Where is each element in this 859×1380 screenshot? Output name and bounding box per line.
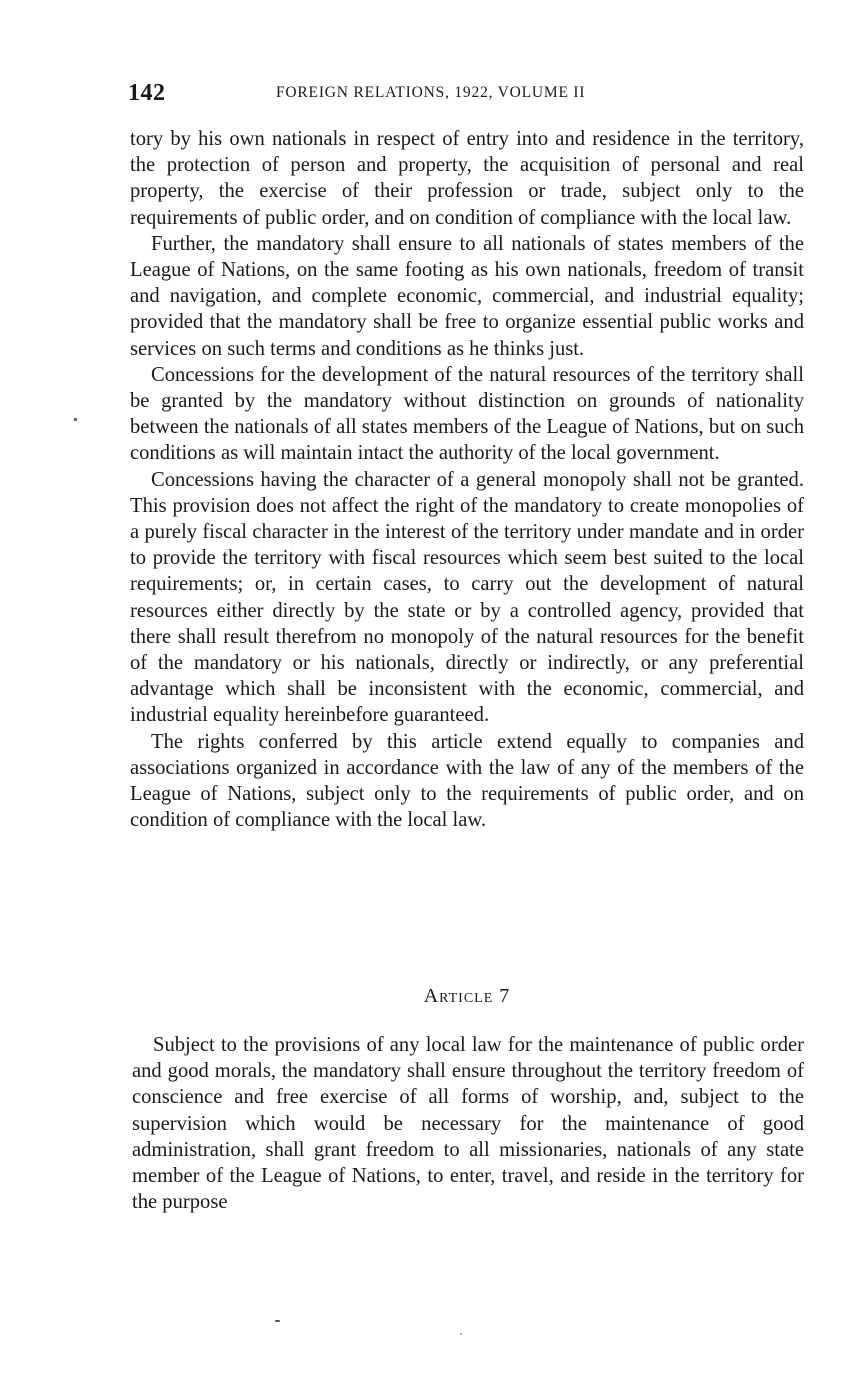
scan-speck (74, 418, 77, 421)
scan-speck (275, 1320, 280, 1322)
paragraph-transit-equality: Further, the mandatory shall ensure to all nationals of states members of the League of Nations, on the same footing as his own nationals, freedom of transit and navigation, and complete economic, commercial, and industrial equality; provided that the mandatory shall be free to organize essential public works and services on such terms and conditions as he thinks just. (130, 232, 804, 360)
article-body (132, 1032, 804, 1215)
paragraph-concessions: Concessions for the development of the natural resources of the territory shall be granted by the mandatory without distinction on grounds of nationality between the nationals of all states members of the League of Nations, but on such conditions as will maintain intact the authority of the local government. (130, 363, 804, 465)
paragraph-monopoly: Concessions having the character of a general monopoly shall not be granted. This provision does not affect the right of the mandatory to create monopolies of a purely fiscal character in the interest of the territory under mandate and in order to provide the territory with fiscal resources which seem best suited to the local requirements; or, in certain cases, to carry out the development of natural resources either directly by the state or by a controlled agency, provided that there shall result therefrom no monopoly of the natural resources for the benefit of the mandatory or his nationals, directly or indirectly, or any preferential advantage which shall be inconsistent with the economic, commercial, and industrial equality hereinbefore guaranteed. (130, 468, 804, 727)
body-text (130, 126, 804, 833)
page-header (128, 80, 804, 110)
running-head: FOREIGN RELATIONS, 1922, VOLUME II (276, 84, 586, 101)
article-paragraph: Subject to the provisions of any local law for the maintenance of public order and good morals, the mandatory shall ensure throughout the territory freedom of conscience and free exercise of all forms of worship, and, subject to the supervision which would be necessary for the maintenance of good administration, shall grant freedom to all missionaries, nationals of any state member of the League of Nations, to enter, travel, and reside in the territory for the purpose (132, 1034, 804, 1214)
paragraph-continued: tory by his own nationals in respect of entry into and residence in the territory, the protection of person and property, the acquisition of personal and real property, the exercise of their profession or trade, subject only to the requirements of public order, and on condition of compliance with the local law. (130, 128, 804, 229)
scan-speck (460, 1333, 462, 1335)
page-number: 142 (128, 80, 166, 106)
paragraph-companies: The rights conferred by this article extend equally to companies and associations organized in accordance with the law of any of the members of the League of Nations, subject only to the requirements of public order, and on condition of compliance with the local law. (130, 730, 804, 832)
article-heading: Article 7 (423, 985, 511, 1007)
